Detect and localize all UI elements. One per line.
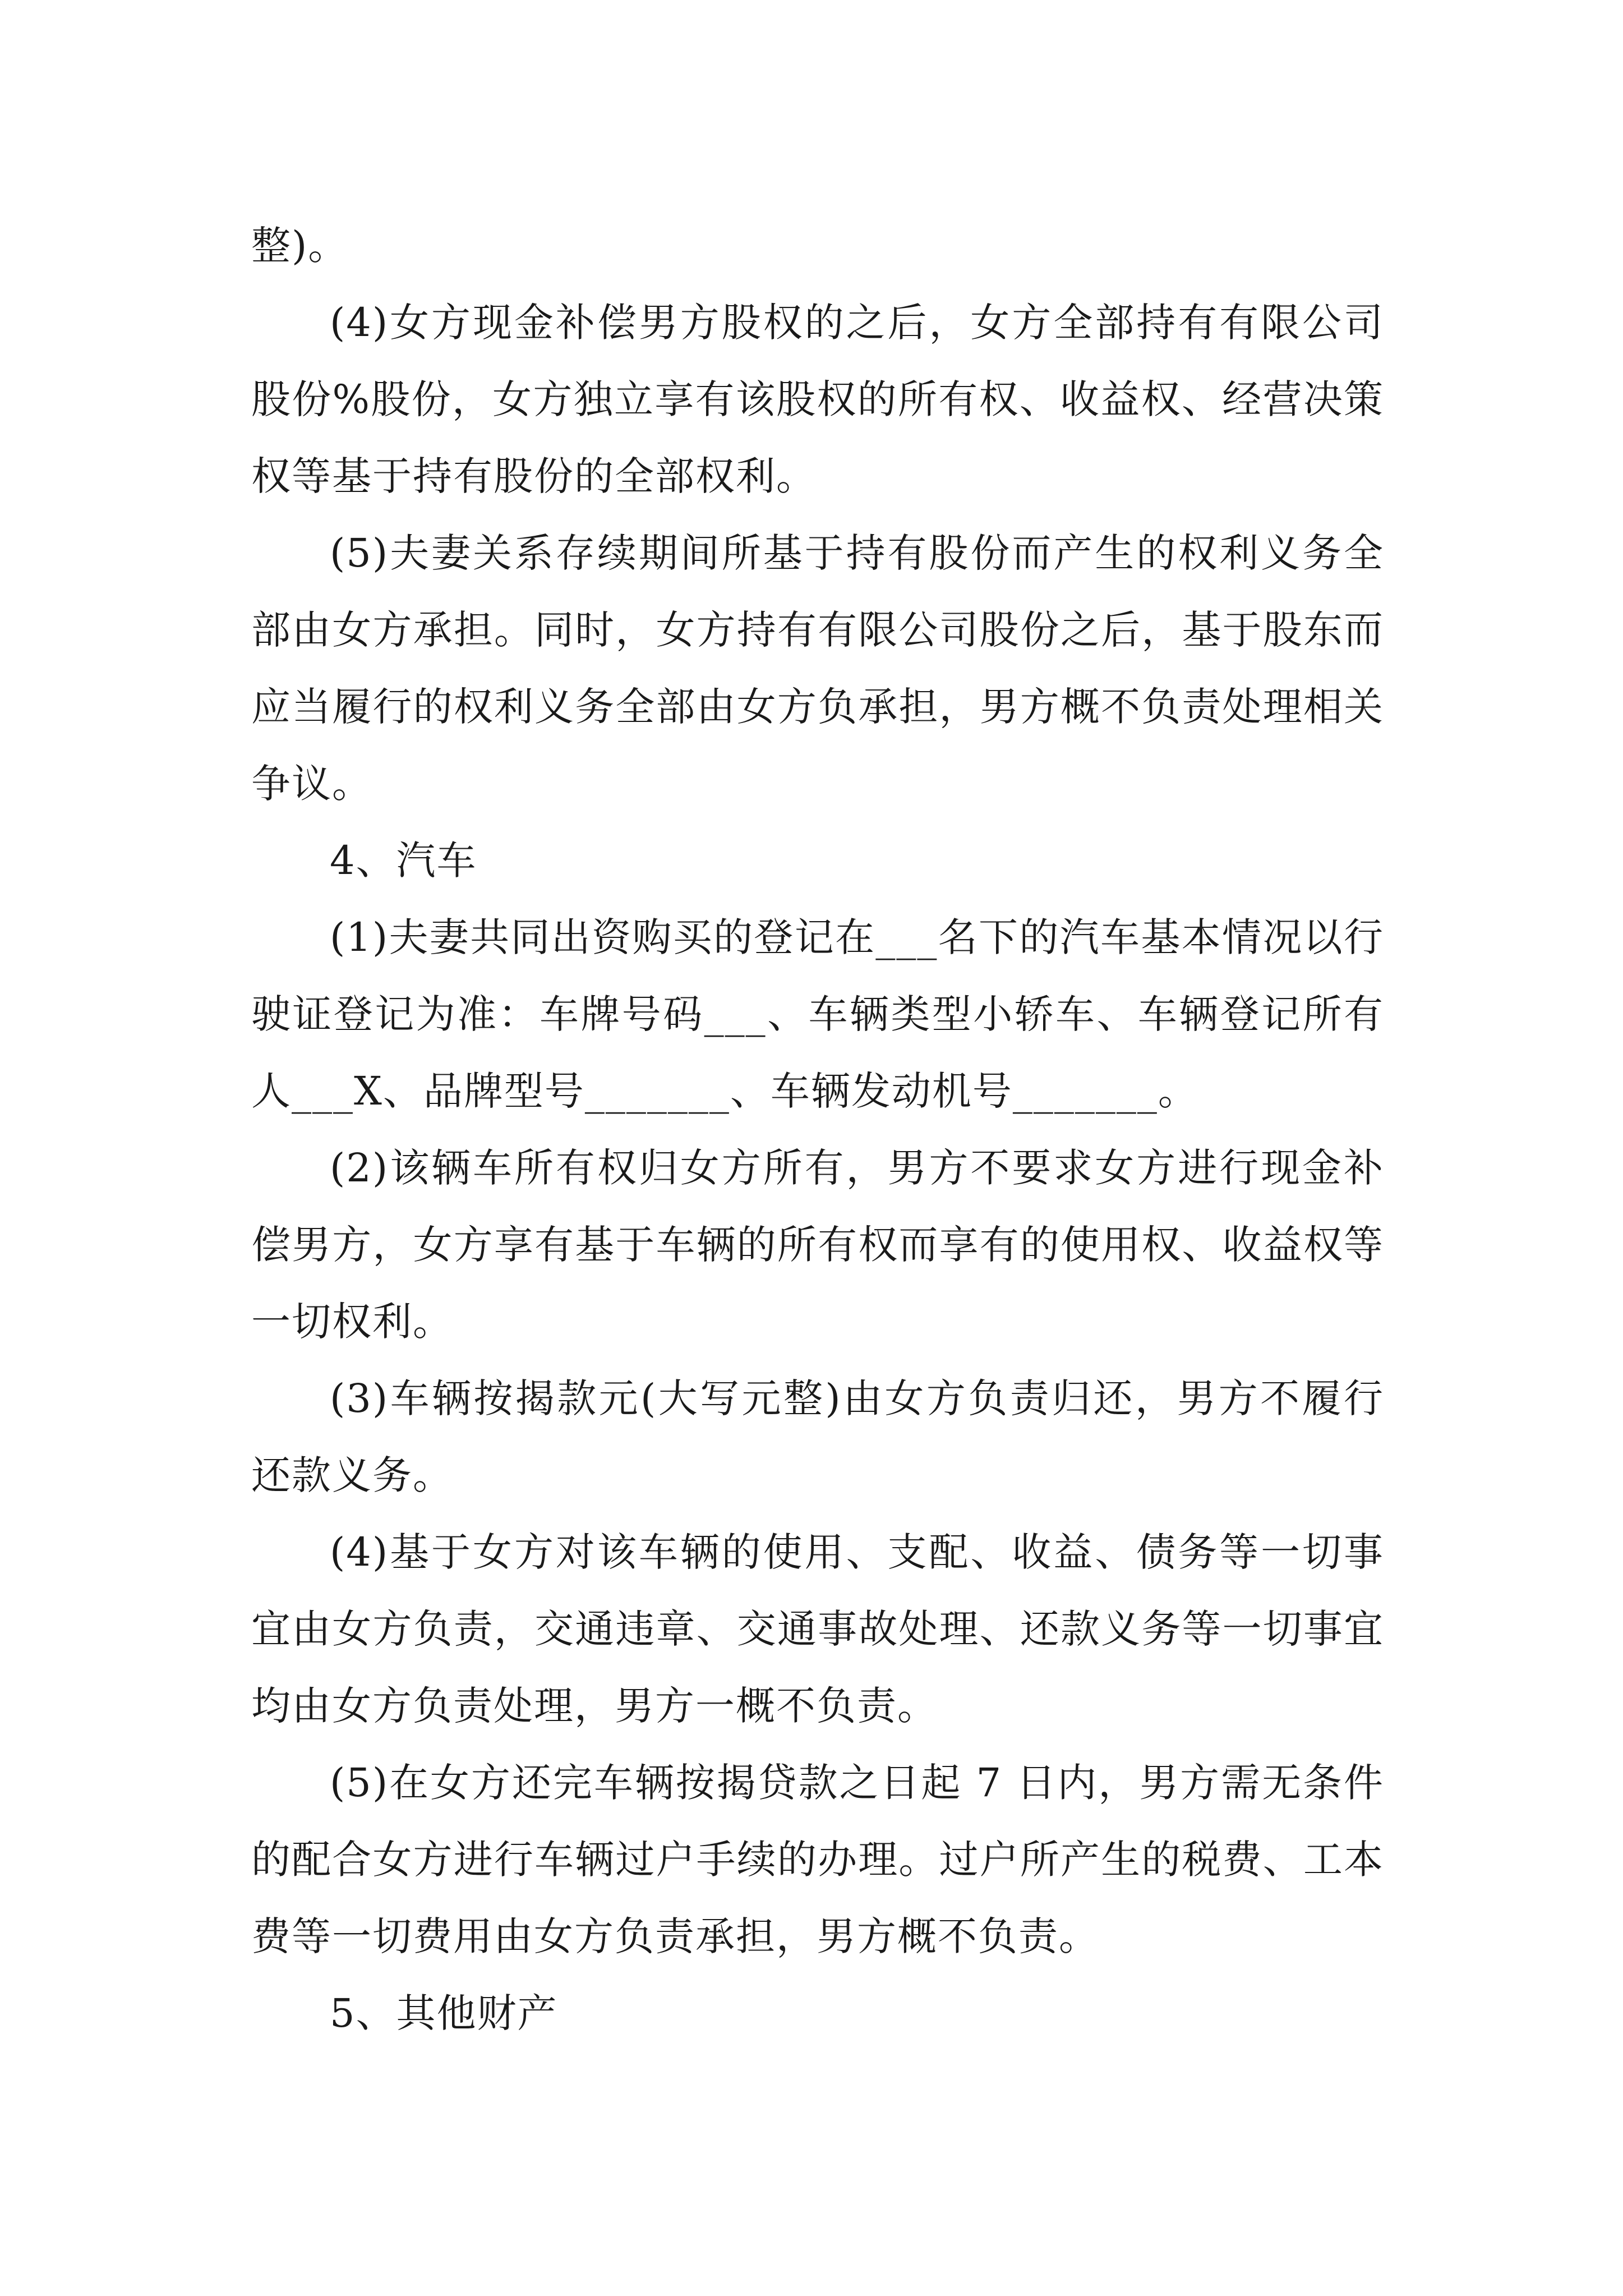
section-heading-car: 4、汽车 (330, 838, 477, 884)
paragraph-car-1: (1)夫妻共同出资购买的登记在___名下的汽车基本情况以行驶证登记为准：车牌号码___、车辆类型小轿车、车辆登记所有人___X、品牌型号_______、车辆发动机号_______。 (251, 914, 1384, 1114)
paragraph-equity-4: (4)女方现金补偿男方股权的之后，女方全部持有有限公司股份%股份，女方独立享有该股权的所有权、收益权、经营决策权等基于持有股份的全部权利。 (251, 300, 1384, 499)
paragraph-car-3: (3)车辆按揭款元(大写元整)由女方负责归还，男方不履行还款义务。 (251, 1375, 1384, 1498)
section-heading-other-property: 5、其他财产 (330, 1990, 558, 2036)
paragraph-continuation: 整)。 (251, 223, 349, 269)
paragraph-car-4: (4)基于女方对该车辆的使用、支配、收益、债务等一切事宜由女方负责，交通违章、交通事故处理、还款义务等一切事宜均由女方负责处理，男方一概不负责。 (251, 1529, 1384, 1729)
paragraph-car-5: (5)在女方还完车辆按揭贷款之日起 7 日内，男方需无条件的配合女方进行车辆过户手续的办理。过户所产生的税费、工本费等一切费用由女方负责承担，男方概不负责。 (251, 1760, 1384, 1959)
paragraph-equity-5: (5)夫妻关系存续期间所基于持有股份而产生的权利义务全部由女方承担。同时，女方持有有限公司股份之后，基于股东而应当履行的权利义务全部由女方负承担，男方概不负责处理相关争议。 (251, 530, 1384, 807)
paragraph-car-2: (2)该辆车所有权归女方所有，男方不要求女方进行现金补偿男方，女方享有基于车辆的所有权而享有的使用权、收益权等一切权利。 (251, 1145, 1384, 1345)
document-body (251, 208, 1384, 2052)
